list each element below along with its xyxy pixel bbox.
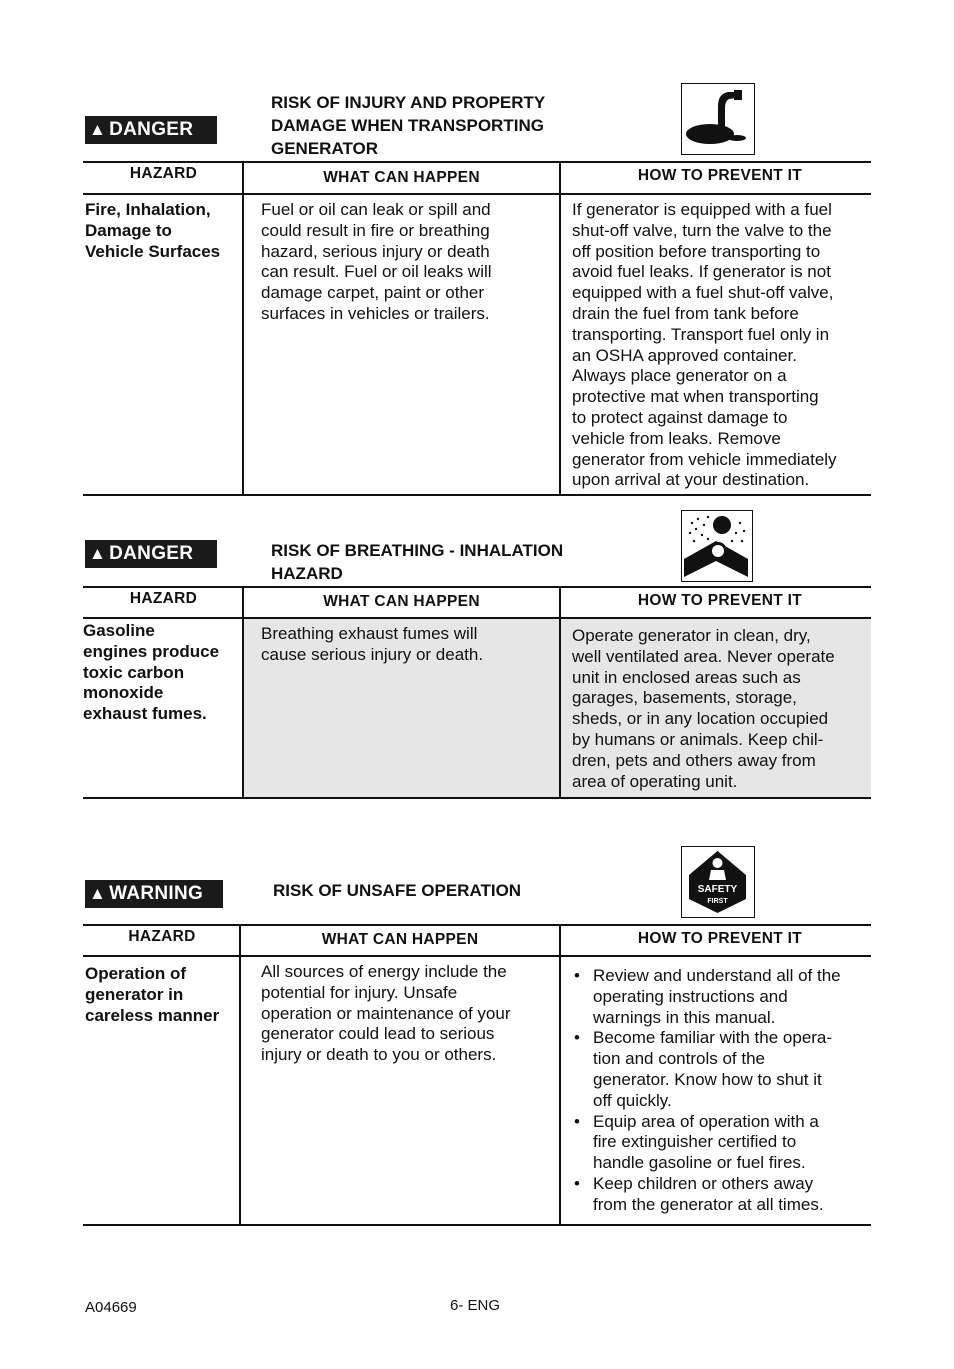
risk-title: RISK OF INJURY AND PROPERTY DAMAGE WHEN TRANSPORTING GENERATOR [271, 93, 546, 158]
column-header-hazard: HAZARD [129, 590, 198, 607]
fuel-spill-icon [681, 83, 755, 155]
hazard-cell: Operation of generator in careless manner [85, 964, 220, 1025]
list-item: • Become familiar with the opera- tion and controls of the generator. Know how to shut it off quickly. [572, 1028, 841, 1111]
column-header-prevent: HOW TO PREVENT IT [637, 930, 803, 947]
column-header-hazard: HAZARD [129, 165, 198, 182]
column-header-what: WHAT CAN HAPPEN [323, 593, 480, 610]
document-code: A04669 [85, 1299, 137, 1316]
prevent-cell: Operate generator in clean, dry, well ventilated area. Never operate unit in enclosed areas such as garages, basements, storage, sheds, or in any location occupied by humans or animals. Keep chil- dren, pets and others away from area of operating unit. [572, 626, 835, 791]
column-header-prevent: HOW TO PREVENT IT [637, 167, 803, 184]
column-header-prevent: HOW TO PREVENT IT [637, 592, 803, 609]
inhalation-hazard-icon [681, 510, 753, 582]
warning-triangle-icon: ▲ [89, 884, 107, 903]
what-cell: Breathing exhaust fumes will cause serious injury or death. [261, 624, 484, 664]
safety-first-icon [681, 846, 755, 918]
list-item: • Review and understand all of the operating instructions and warnings in this manual. [572, 966, 841, 1028]
risk-title: RISK OF UNSAFE OPERATION [273, 881, 522, 900]
column-header-hazard: HAZARD [128, 928, 196, 945]
danger-badge [85, 116, 217, 144]
column-header-what: WHAT CAN HAPPEN [321, 931, 479, 948]
prevent-cell: If generator is equipped with a fuel shut-off valve, turn the valve to the off position before transporting to avoid fuel leaks. If generator is not equipped with a fuel shut-off valve, drain the fuel from tank before transporting. Transport fuel only in an OSHA approved container. Always place generator on a protective mat when transporting to protect against damage to vehicle from leaks. Remove generator from vehicle immediately upon arrival at your destination. [572, 200, 837, 490]
signal-word: DANGER [109, 119, 194, 140]
list-item: • Keep children or others away from the generator at all times. [572, 1174, 841, 1216]
danger-badge [85, 540, 217, 568]
warning-triangle-icon: ▲ [89, 120, 107, 139]
hazard-cell: Fire, Inhalation, Damage to Vehicle Surfaces [85, 200, 221, 261]
svg-text:FIRST: FIRST [707, 898, 728, 905]
list-item: • Equip area of operation with a fire extinguisher certified to handle gasoline or fuel fires. [572, 1112, 841, 1174]
column-header-what: WHAT CAN HAPPEN [323, 169, 480, 186]
page-number: 6- ENG [450, 1297, 501, 1314]
signal-word: WARNING [109, 883, 204, 904]
hazard-cell: Gasoline engines produce toxic carbon monoxide exhaust fumes. [83, 621, 220, 724]
warning-badge [85, 880, 223, 908]
prevention-list [572, 966, 841, 1216]
what-cell: Fuel or oil can leak or spill and could result in fire or breathing hazard, serious injury or death can result. Fuel or oil leaks will damage carpet, paint or other surfaces in vehicles or trailers. [261, 200, 492, 323]
warning-triangle-icon: ▲ [89, 544, 107, 563]
svg-text:SAFETY: SAFETY [697, 884, 738, 895]
what-cell: All sources of energy include the potential for injury. Unsafe operation or maintenance of your generator could lead to serious injury or death to you or others. [261, 962, 511, 1065]
signal-word: DANGER [109, 543, 194, 564]
prevent-cell [572, 966, 841, 1216]
risk-title: RISK OF BREATHING - INHALATION HAZARD [271, 541, 564, 583]
